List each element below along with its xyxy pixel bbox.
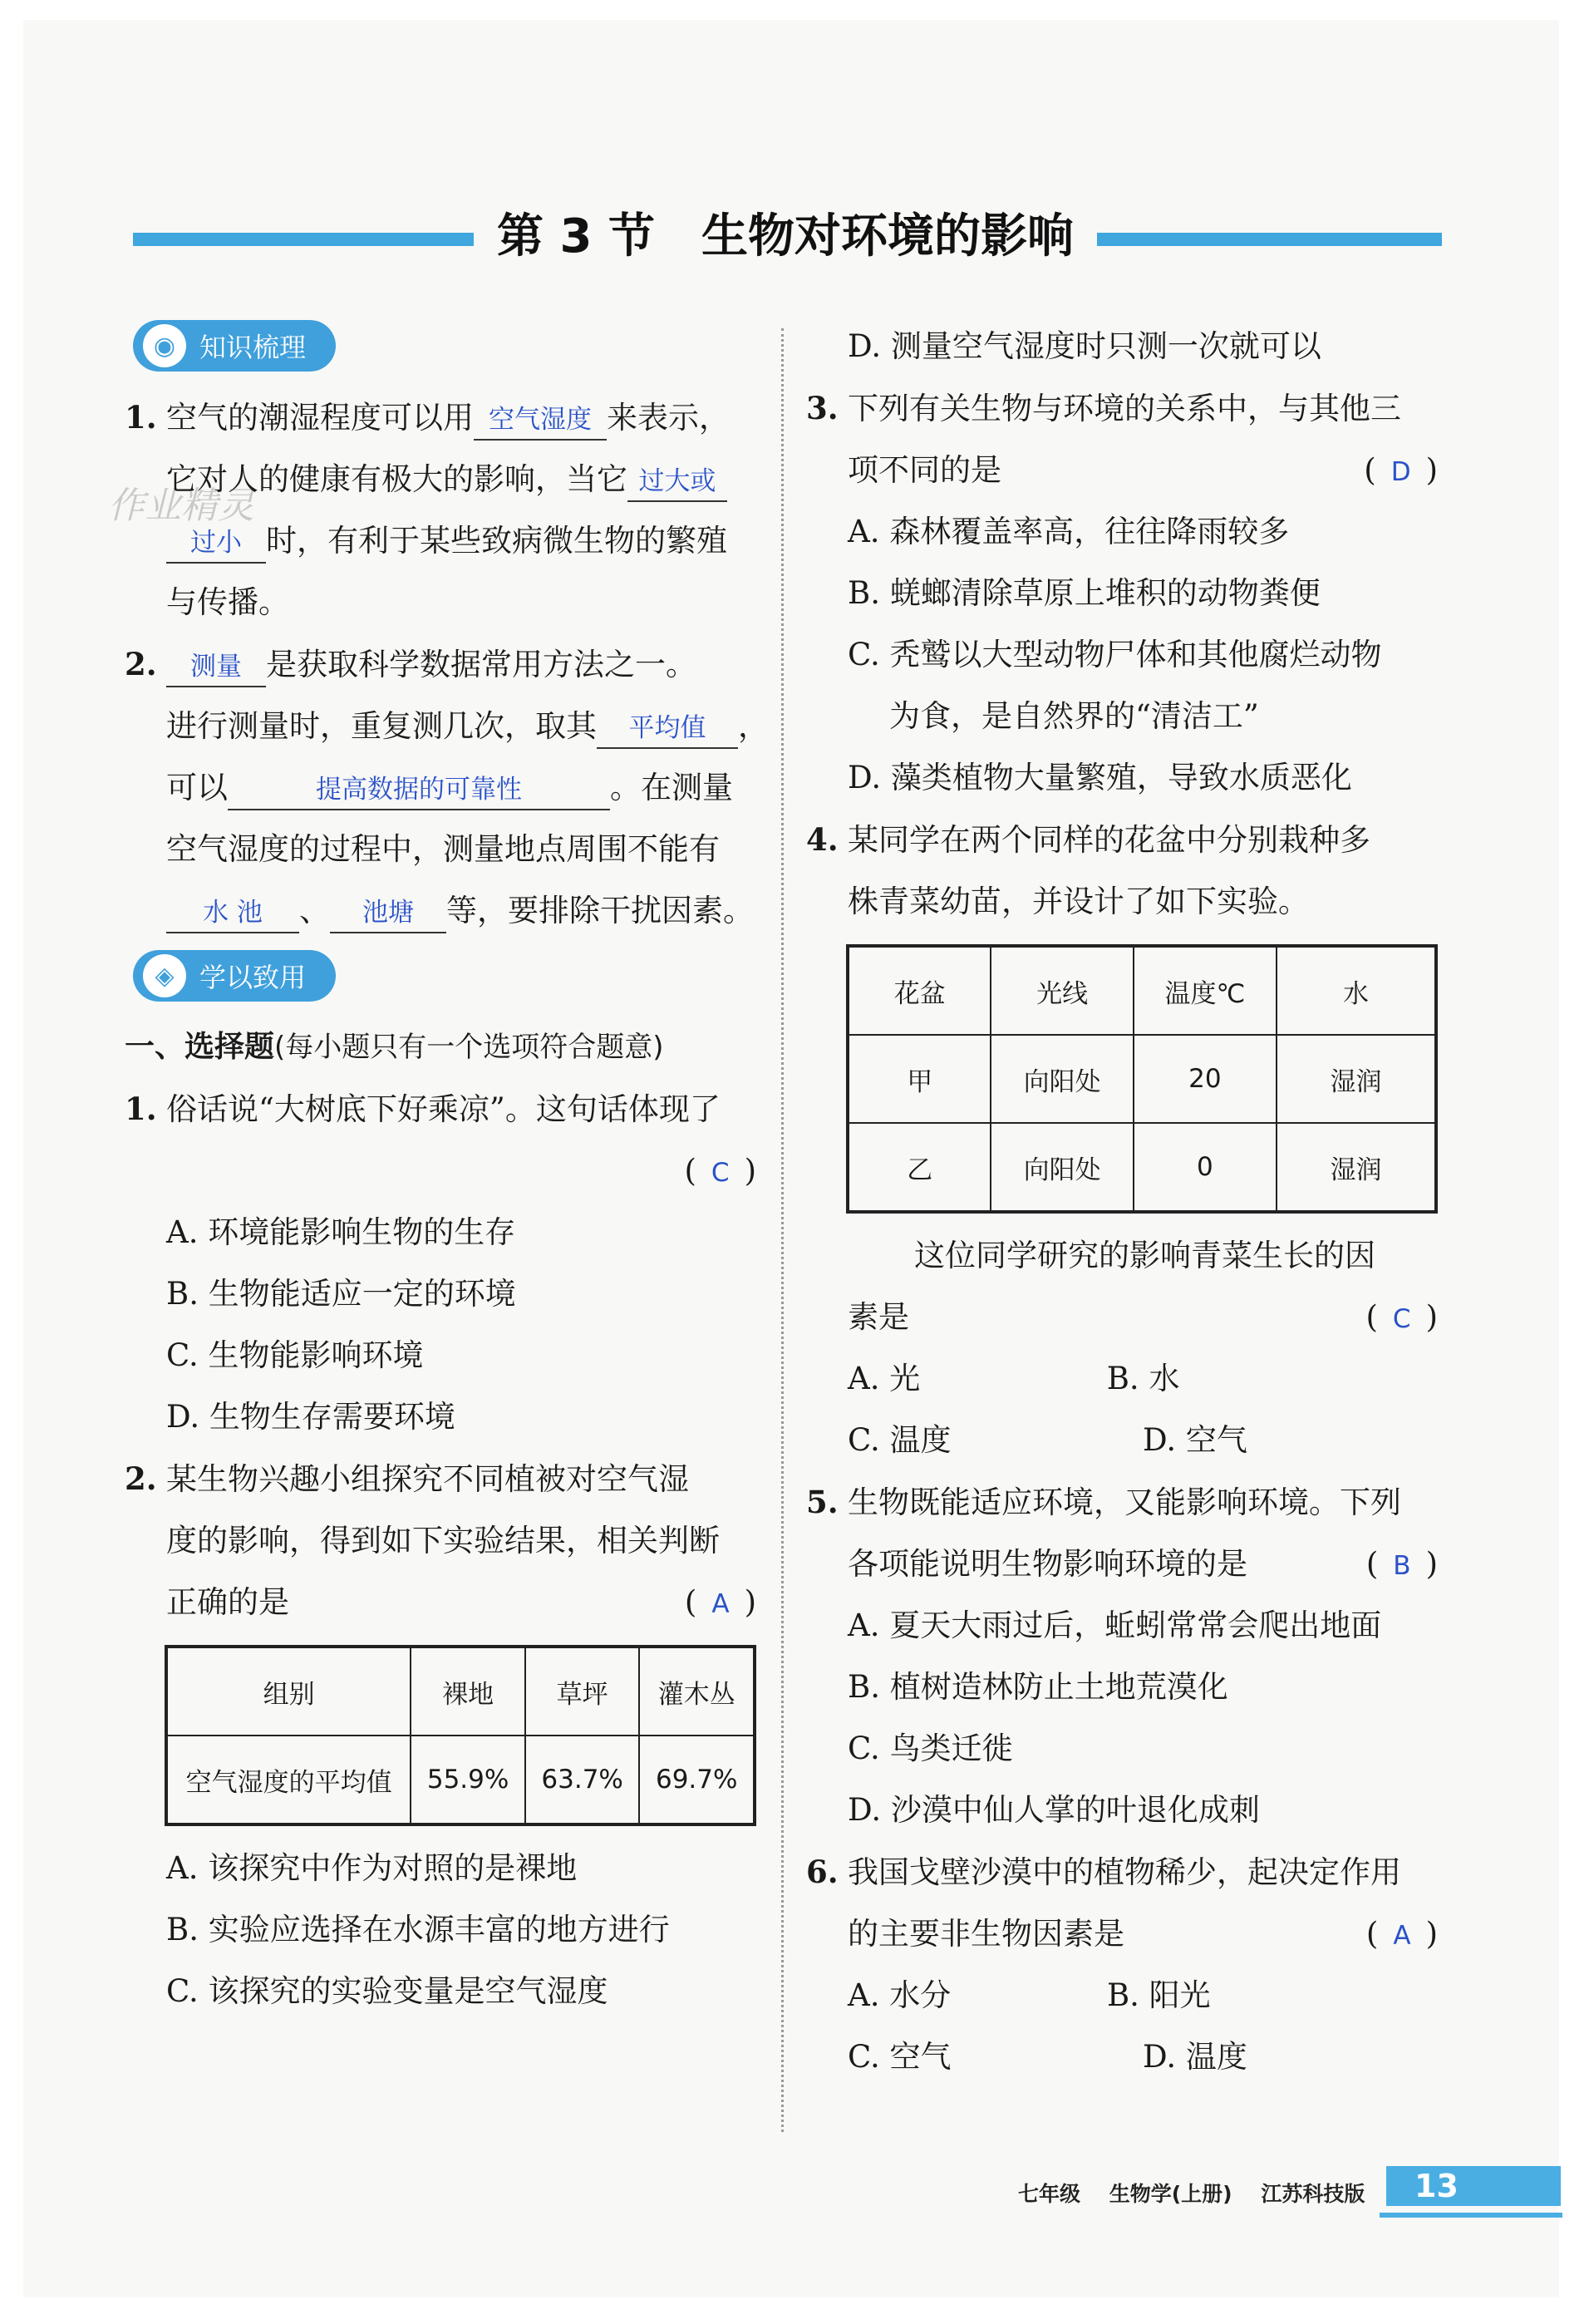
option: D. 生物生存需要环境: [166, 1399, 455, 1435]
question-2: 2. 某生物兴趣小组探究不同植被对空气湿 度的影响，得到如下实验结果，相关判断 正确的是 ( A ) 组别 裸地 草坪 灌木丛 空气湿度的平均值 55.9% 63.7% 69.7% A. 该探究中作为对照的是裸地 B. 实验应选择在水源丰富的地方进行 C. 该探究的实验变量是空气湿度: [125, 1448, 756, 2022]
answer-text: 水 池: [203, 898, 263, 928]
table-row: 组别 裸地 草坪 灌木丛: [166, 1647, 755, 1736]
table-row: 花盆 光线 温度℃ 水: [848, 946, 1436, 1035]
option: A. 环境能影响生物的生存: [166, 1214, 516, 1250]
page-number-bar: [1380, 2213, 1562, 2218]
footer-edition: 江苏科技版: [1261, 2182, 1365, 2206]
footer-subject: 生物学(上册): [1109, 2182, 1232, 2206]
answer-text: 过大或: [638, 466, 716, 496]
option: B. 实验应选择在水源丰富的地方进行: [166, 1912, 670, 1947]
answer-text: 池塘: [362, 898, 414, 928]
title-bar-left: [133, 233, 474, 246]
watermark: 作业精灵: [108, 485, 254, 527]
option: D. 温度: [1143, 2039, 1247, 2075]
title-bar-right: [1097, 233, 1442, 246]
section-badge-practice: [133, 950, 336, 1002]
answer-text: 测量: [190, 652, 242, 682]
option: C. 秃鹫以大型动物尸体和其他腐烂动物: [848, 637, 1382, 672]
practice-icon: ◈: [143, 954, 186, 997]
option: B. 植树造林防止土地荒漠化: [848, 1669, 1228, 1705]
table-row: 乙 向阳处 0 湿润: [848, 1123, 1436, 1212]
option: C. 温度: [848, 1422, 952, 1458]
knowledge-q2: 2. 测量 是获取科学数据常用方法之一。 进行测量时，重复测几次，取其 平均值 ， 可以 提高数据的可靠性 。在测量 空气湿度的过程中，测量地点周围不能有 水 池 、 池塘 等，要排除干扰因素。: [125, 633, 756, 942]
option: B. 生物能适应一定的环境: [166, 1276, 516, 1312]
option: C. 该探究的实验变量是空气湿度: [166, 1973, 608, 2009]
knowledge-icon: ◉: [143, 324, 186, 367]
answer-text: 提高数据的可靠性: [316, 775, 522, 805]
option: B. 阳光: [1106, 1977, 1211, 2013]
answer-text: D: [1390, 457, 1411, 487]
answer-text: A: [1393, 1921, 1411, 1951]
option: D. 测量空气湿度时只测一次就可以: [848, 328, 1321, 364]
option: A. 该探究中作为对照的是裸地: [166, 1850, 578, 1886]
option: C. 空气: [848, 2039, 952, 2075]
answer-text: 平均值: [628, 713, 706, 743]
section-badge-knowledge: [133, 320, 336, 372]
option: C. 鸟类迁徙: [848, 1731, 1013, 1766]
footer-grade: 七年级: [1018, 2182, 1081, 2206]
page-number: 13: [1386, 2166, 1561, 2206]
answer-text: C: [711, 1158, 730, 1188]
option: D. 藻类植物大量繁殖，导致水质恶化: [848, 760, 1352, 795]
answer-text: C: [1392, 1304, 1411, 1334]
option: D. 沙漠中仙人掌的叶退化成刺: [848, 1792, 1260, 1828]
choice-heading: 一、选择题(每小题只有一个选项符合题意): [125, 1030, 664, 1064]
option: A. 森林覆盖率高，往往降雨较多: [848, 514, 1290, 549]
question-5: 5. 生物既能适应环境，又能影响环境。下列 各项能说明生物影响环境的是 ( B ) A. 夏天大雨过后，蚯蚓常常会爬出地面 B. 植树造林防止土地荒漠化 C. 鸟类迁徙 D. 沙漠中仙人掌的叶退化成刺: [806, 1471, 1438, 1841]
option: 为食，是自然界的“清洁工”: [889, 698, 1259, 734]
option: A. 光: [848, 1361, 921, 1396]
section-label: 知识梳理: [199, 332, 307, 363]
answer-text: A: [711, 1589, 730, 1619]
table-row: 空气湿度的平均值 55.9% 63.7% 69.7%: [166, 1736, 755, 1824]
knowledge-q1: 1. 空气的潮湿程度可以用 空气湿度 来表示， 它对人的健康有极大的影响，当它 过大或 过小 时，有利于某些致病微生物的繁殖 与传播。: [125, 399, 730, 620]
column-divider: [781, 328, 784, 2132]
footer: [1018, 2178, 1386, 2208]
title-area: [133, 208, 1442, 266]
experiment-table: [846, 944, 1438, 1214]
option: B. 水: [1106, 1361, 1180, 1396]
option: D. 空气: [1143, 1422, 1247, 1458]
answer-text: 过小: [190, 528, 242, 558]
question-4: 4. 某同学在两个同样的花盆中分别栽种多 株青菜幼苗，并设计了如下实验。 花盆 光线 温度℃ 水 甲 向阳处 20 湿润 乙 向阳处 0 湿润 这位同学研究的影响青菜生长的因 素是 ( C ) A. 光 B. 水 C. 温度 D. 空气: [806, 809, 1438, 1471]
table-row: 甲 向阳处 20 湿润: [848, 1035, 1436, 1123]
answer-text: B: [1393, 1551, 1411, 1581]
right-column: [806, 316, 1438, 2088]
option: A. 水分: [848, 1977, 952, 2013]
humidity-table: [165, 1645, 756, 1826]
question-1: 1. 俗话说“大树底下好乘凉”。这句话体现了 ( C ) A. 环境能影响生物的生存 B. 生物能适应一定的环境 C. 生物能影响环境 D. 生物生存需要环境: [125, 1078, 756, 1448]
option: B. 蜣螂清除草原上堆积的动物粪便: [848, 575, 1321, 611]
option: A. 夏天大雨过后，蚯蚓常常会爬出地面: [848, 1608, 1382, 1643]
section-label: 学以致用: [199, 962, 307, 993]
question-3: 3. 下列有关生物与环境的关系中，与其他三 项不同的是 ( D ) A. 森林覆盖率高，往往降雨较多 B. 蜣螂清除草原上堆积的动物粪便 C. 秃鹫以大型动物尸体和其他腐烂动物 为食，是自然界的“清洁工” D. 藻类植物大量繁殖，导致水质恶化: [806, 377, 1438, 809]
page-title: 第 3 节 生物对环境的影响: [497, 209, 1074, 263]
left-column: [125, 312, 769, 2022]
option: C. 生物能影响环境: [166, 1337, 424, 1373]
answer-text: 空气湿度: [489, 405, 592, 435]
question-6: 6. 我国戈壁沙漠中的植物稀少，起决定作用 的主要非生物因素是 ( A ) A. 水分 B. 阳光 C. 空气 D. 温度: [806, 1841, 1438, 2088]
